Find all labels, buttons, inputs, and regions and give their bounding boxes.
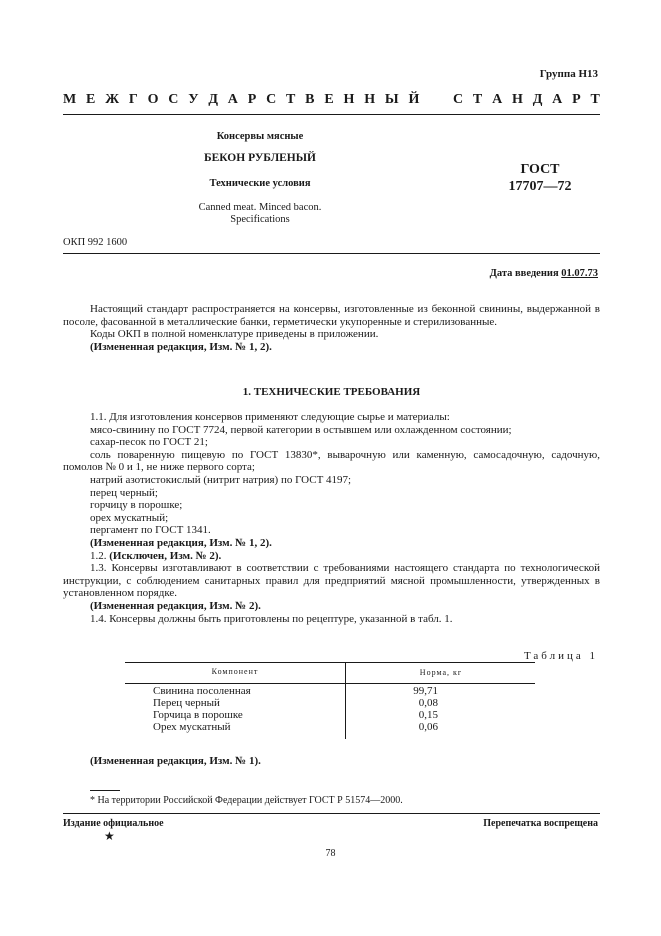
banner-letter: Н bbox=[512, 92, 523, 107]
star-icon: ★ bbox=[104, 829, 115, 843]
table-row bbox=[125, 697, 535, 709]
footnote-rule bbox=[90, 790, 120, 791]
title-rule bbox=[63, 253, 600, 254]
component-name: Орех мускатный bbox=[153, 721, 231, 733]
table-body bbox=[125, 683, 535, 739]
column-header-component: Компонент bbox=[211, 667, 259, 676]
banner-letter: Т bbox=[286, 92, 296, 107]
section-heading: 1. ТЕХНИЧЕСКИЕ ТРЕБОВАНИЯ bbox=[242, 386, 421, 398]
footer-rule bbox=[63, 813, 600, 814]
spec-subtitle: Технические условия bbox=[209, 178, 311, 189]
material-item: мясо-свинину по ГОСТ 7724, первой категории в остывшем или охлажденном состоянии; bbox=[90, 423, 512, 436]
banner-letter: Н bbox=[343, 92, 355, 107]
english-title bbox=[160, 202, 360, 226]
component-name: Перец черный bbox=[153, 697, 220, 709]
banner-letter: В bbox=[305, 92, 315, 107]
table-label: Таблица 1 bbox=[523, 650, 598, 662]
product-title: БЕКОН РУБЛЕНЫЙ bbox=[203, 152, 316, 164]
component-norm: 0,06 bbox=[418, 721, 438, 733]
table-row bbox=[125, 709, 535, 721]
banner-letter: Г bbox=[128, 92, 138, 107]
material-item: орех мускатный; bbox=[90, 511, 169, 524]
banner-letter: У bbox=[188, 92, 199, 107]
banner-rule bbox=[63, 114, 600, 115]
page-number: 78 bbox=[325, 848, 336, 859]
product-category: Консервы мясные bbox=[216, 131, 304, 142]
banner-letter: А bbox=[492, 92, 503, 107]
banner-letter: О bbox=[147, 92, 159, 107]
material-item: соль поваренную пищевую по ГОСТ 13830*, выварочную или каменную, самосадочную, садочную, помолов № 0 и 1, не ниже первого сорта; bbox=[63, 448, 600, 474]
amendment-note: (Измененная редакция, Изм. № 1). bbox=[90, 755, 261, 767]
component-name: Свинина посоленная bbox=[153, 685, 251, 697]
component-name: Горчица в порошке bbox=[153, 709, 243, 721]
clause-1-2 bbox=[63, 550, 600, 563]
banner-letter: С bbox=[266, 92, 277, 107]
preamble bbox=[63, 303, 600, 353]
banner-letter: А bbox=[552, 92, 563, 107]
banner-letter: Ы bbox=[384, 92, 399, 107]
banner-letter: Т bbox=[472, 92, 483, 107]
banner-letter: Ж bbox=[105, 92, 120, 107]
clause-1-4: 1.4. Консервы должны быть приготовлены по рецептуре, указанной в табл. 1. bbox=[90, 612, 453, 625]
okp-code: ОКП 992 1600 bbox=[63, 237, 128, 248]
amendment-note: (Измененная редакция, Изм. № 1, 2). bbox=[90, 340, 272, 353]
banner-letter: Р bbox=[247, 92, 257, 107]
material-item: натрий азотистокислый (нитрит натрия) по ГОСТ 4197; bbox=[90, 473, 352, 486]
standard-banner bbox=[63, 92, 600, 108]
english-title-line2: Specifications bbox=[230, 214, 290, 225]
banner-letter: Д bbox=[208, 92, 218, 107]
amendment-note: (Измененная редакция, Изм. № 2). bbox=[90, 599, 261, 612]
banner-gap bbox=[429, 92, 443, 108]
material-item: горчицу в порошке; bbox=[90, 499, 183, 512]
table-header bbox=[125, 662, 535, 684]
banner-letter: Н bbox=[364, 92, 376, 107]
gost-label: ГОСТ bbox=[520, 162, 560, 177]
column-header-norm: Норма, кг bbox=[345, 663, 536, 683]
component-norm: 99,71 bbox=[413, 685, 438, 697]
banner-letter: Е bbox=[86, 92, 96, 107]
clause-1-2-number: 1.2. bbox=[90, 549, 107, 562]
material-item: пергамент по ГОСТ 1341. bbox=[90, 524, 211, 537]
gost-number: 17707—72 bbox=[508, 179, 572, 194]
preamble-paragraph: Настоящий стандарт распространяется на консервы, изготовленные из беконной свинины, выдержанной в посоле, фасованной в металлические банки, герметически укупоренные и стерилизованные. bbox=[63, 303, 600, 328]
preamble-okp-note: Коды ОКП в полной номенклатуре приведены в приложении. bbox=[90, 328, 379, 341]
amendment-note: (Измененная редакция, Изм. № 1, 2). bbox=[90, 536, 272, 549]
component-norm: 0,15 bbox=[418, 709, 438, 721]
banner-letter: А bbox=[227, 92, 238, 107]
banner-letter: Т bbox=[590, 92, 600, 107]
clause-1-2-status: (Исключен, Изм. № 2). bbox=[109, 549, 222, 562]
banner-letter: Д bbox=[532, 92, 543, 107]
material-item: сахар-песок по ГОСТ 21; bbox=[90, 436, 208, 449]
gost-designation bbox=[500, 161, 580, 195]
english-title-line1: Canned meat. Minced bacon. bbox=[198, 202, 322, 213]
clause-1-1: 1.1. Для изготовления консервов применяют следующие сырье и материалы: bbox=[90, 411, 450, 423]
banner-letter: Й bbox=[408, 92, 420, 107]
edition-note: Издание официальное bbox=[63, 818, 164, 829]
banner-letter: Р bbox=[572, 92, 581, 107]
section-1-body bbox=[63, 411, 600, 625]
introduction-date-label: Дата введения bbox=[489, 268, 559, 279]
banner-letter: Е bbox=[324, 92, 334, 107]
reprint-notice: Перепечатка воспрещена bbox=[483, 818, 598, 829]
banner-letter: С bbox=[452, 92, 464, 107]
clause-1-3: 1.3. Консервы изготавливают в соответствии с требованиями настоящего стандарта по технологической инструкции, с соблюдением санитарных правил для предприятий мясной промышленности, утвержденных в установленном порядке. bbox=[63, 562, 600, 600]
table-row bbox=[125, 721, 535, 733]
table-row bbox=[125, 685, 535, 697]
material-item: перец черный; bbox=[90, 486, 158, 499]
component-norm: 0,08 bbox=[418, 697, 438, 709]
group-code: Группа Н13 bbox=[539, 68, 598, 80]
introduction-date bbox=[490, 268, 598, 279]
footnote: * На территории Российской Федерации действует ГОСТ Р 51574—2000. bbox=[90, 795, 403, 806]
banner-letter: С bbox=[168, 92, 179, 107]
banner-letter: М bbox=[63, 92, 77, 107]
introduction-date-value: 01.07.73 bbox=[561, 268, 598, 279]
